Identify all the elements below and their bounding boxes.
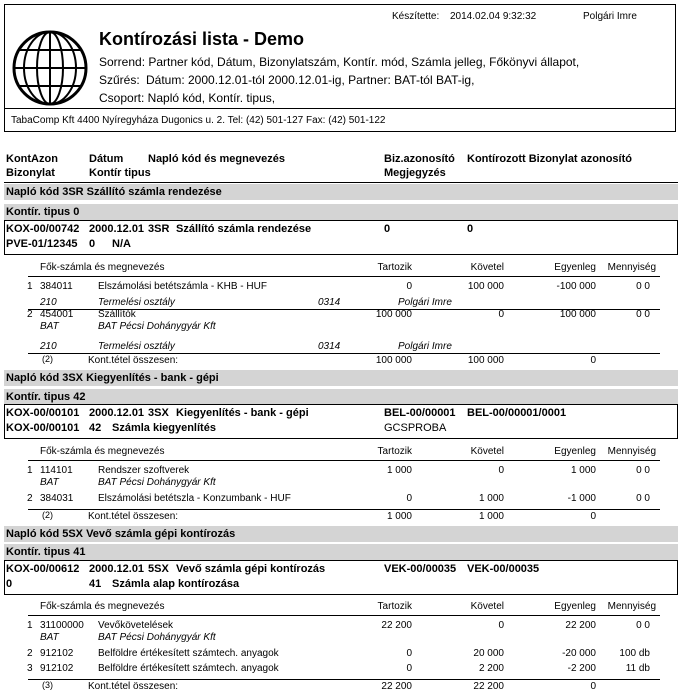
amount-tartozik: 1 000 bbox=[386, 465, 412, 476]
amount-kovetel: 0 bbox=[498, 309, 504, 320]
amount-egyenleg: 22 200 bbox=[565, 620, 596, 631]
partner-name: BAT Pécsi Dohánygyár Kft bbox=[98, 632, 216, 643]
prepared-label: Készítette: bbox=[392, 11, 440, 22]
kontir-tipus-label: Kontír. tipus 0 bbox=[6, 206, 80, 218]
partner-code: BAT bbox=[40, 632, 59, 643]
document-field: KOX-00/00612 bbox=[6, 563, 80, 575]
document-field: 0 bbox=[89, 238, 96, 250]
line-header-rule bbox=[28, 615, 660, 616]
partner-code: BAT bbox=[40, 321, 59, 332]
globe-logo-icon bbox=[11, 29, 89, 107]
account-name: Rendszer szoftverek bbox=[98, 465, 190, 476]
amount-kovetel: 0 bbox=[498, 465, 504, 476]
account-name: Elszámolási betétszámla - KHB - HUF bbox=[98, 281, 267, 292]
amount-kovetel: 0 bbox=[498, 620, 504, 631]
naplo-band-label: Napló kód 3SX Kiegyenlítés - bank - gépi bbox=[6, 372, 219, 384]
document-field: 3SR bbox=[148, 223, 170, 235]
amount-mennyiseg: 0 0 bbox=[636, 281, 650, 292]
account-number: 384031 bbox=[40, 493, 74, 504]
total-rule bbox=[28, 353, 660, 354]
account-name: Elszámolási betétszla - Konzumbank - HUF bbox=[98, 493, 291, 504]
kontir-tipus-band bbox=[4, 204, 678, 220]
total-count: (2) bbox=[42, 510, 53, 520]
partner-code: BAT bbox=[40, 477, 59, 488]
total-egyenleg: 0 bbox=[590, 355, 596, 366]
document-field: Kiegyenlítés - bank - gépi bbox=[176, 407, 309, 419]
column-header-rule bbox=[4, 182, 678, 183]
line-col-egyenleg: Egyenleg bbox=[554, 262, 596, 273]
document-field: 2000.12.01 bbox=[89, 223, 145, 235]
document-field: 0 bbox=[467, 223, 474, 235]
account-number: 912102 bbox=[40, 663, 74, 674]
document-field: N/A bbox=[112, 238, 131, 250]
total-count: (3) bbox=[42, 680, 53, 690]
cost-center-person: Polgári Imre bbox=[398, 297, 452, 308]
col-kontbiz: Kontírozott Bizonylat azonosító bbox=[467, 153, 632, 165]
line-number: 1 bbox=[27, 465, 33, 476]
total-kovetel: 1 000 bbox=[478, 511, 504, 522]
total-label: Kont.tétel összesen: bbox=[88, 681, 179, 692]
company-line: TabaComp Kft 4400 Nyíregyháza Dugonics u. 2. Tel: (42) 501-127 Fax: (42) 501-122 bbox=[11, 115, 386, 126]
amount-mennyiseg: 0 0 bbox=[636, 309, 650, 320]
cost-center-id: 0314 bbox=[318, 297, 341, 308]
document-field: VEK-00/00035 bbox=[384, 563, 457, 575]
total-label: Kont.tétel összesen: bbox=[88, 355, 179, 366]
account-name: Szállítók bbox=[98, 309, 136, 320]
prepared-at: 2014.02.04 9:32:32 bbox=[450, 11, 537, 22]
amount-egyenleg: -1 000 bbox=[567, 493, 596, 504]
group-line: Csoport: Napló kód, Kontír. tipus, bbox=[99, 91, 276, 105]
amount-tartozik: 0 bbox=[406, 281, 412, 292]
col-megjegyzes: Megjegyzés bbox=[384, 167, 446, 179]
col-kontir-tipus: Kontír tipus bbox=[89, 167, 151, 179]
document-field: 5SX bbox=[148, 563, 169, 575]
line-col-kovetel: Követel bbox=[470, 262, 504, 273]
document-field: Szállító számla rendezése bbox=[176, 223, 312, 235]
document-field: KOX-00/00101 bbox=[6, 407, 80, 419]
document-field: 0 bbox=[384, 223, 391, 235]
header-divider bbox=[4, 108, 676, 109]
kontir-tipus-band bbox=[4, 544, 678, 560]
line-number: 2 bbox=[27, 648, 33, 659]
amount-mennyiseg: 100 db bbox=[619, 648, 650, 659]
line-col-mennyiseg: Mennyiség bbox=[607, 601, 656, 612]
col-datum: Dátum bbox=[89, 153, 124, 165]
line-col-kovetel: Követel bbox=[470, 601, 504, 612]
amount-kovetel: 2 200 bbox=[478, 663, 504, 674]
line-col-tartozik: Tartozik bbox=[377, 446, 412, 457]
kontir-tipus-band bbox=[4, 389, 678, 405]
total-egyenleg: 0 bbox=[590, 511, 596, 522]
total-count: (2) bbox=[42, 354, 53, 364]
amount-egyenleg: 100 000 bbox=[559, 309, 596, 320]
document-field: Számla alap kontírozása bbox=[112, 578, 240, 590]
document-field: 0 bbox=[6, 578, 13, 590]
line-number: 1 bbox=[27, 281, 33, 292]
total-egyenleg: 0 bbox=[590, 681, 596, 692]
line-col-tartozik: Tartozik bbox=[377, 262, 412, 273]
document-field: 2000.12.01 bbox=[89, 563, 145, 575]
document-field: KOX-00/00742 bbox=[6, 223, 80, 235]
report-title: Kontírozási lista - Demo bbox=[99, 29, 305, 49]
amount-egyenleg: -20 000 bbox=[562, 648, 596, 659]
document-field: 42 bbox=[89, 422, 102, 434]
total-tartozik: 1 000 bbox=[386, 511, 412, 522]
line-col-tartozik: Tartozik bbox=[377, 601, 412, 612]
account-number: 454001 bbox=[40, 309, 74, 320]
line-header-rule bbox=[28, 276, 660, 277]
prepared-by: Polgári Imre bbox=[583, 11, 637, 22]
line-number: 1 bbox=[27, 620, 33, 631]
account-number: 912102 bbox=[40, 648, 74, 659]
col-naplo: Napló kód és megnevezés bbox=[148, 153, 285, 165]
amount-kovetel: 100 000 bbox=[467, 281, 504, 292]
amount-mennyiseg: 11 db bbox=[625, 663, 650, 674]
kontir-tipus-label: Kontír. tipus 41 bbox=[6, 546, 86, 558]
document-field: BEL-00/00001/0001 bbox=[467, 407, 567, 419]
line-col-egyenleg: Egyenleg bbox=[554, 601, 596, 612]
line-number: 3 bbox=[27, 663, 33, 674]
document-field: VEK-00/00035 bbox=[467, 563, 540, 575]
account-name: Belföldre értékesített számtech. anyagok bbox=[98, 663, 279, 674]
col-bizazon: Biz.azonosító bbox=[384, 153, 455, 165]
document-field: 3SX bbox=[148, 407, 169, 419]
account-number: 31100000 bbox=[40, 620, 84, 631]
naplo-band-label: Napló kód 5SX Vevő számla gépi kontírozás bbox=[6, 528, 236, 540]
amount-tartozik: 0 bbox=[406, 648, 412, 659]
cost-center-id: 0314 bbox=[318, 341, 341, 352]
document-field: KOX-00/00101 bbox=[6, 422, 80, 434]
naplo-band-label: Napló kód 3SR Szállító számla rendezése bbox=[6, 186, 222, 198]
kontir-tipus-label: Kontír. tipus 42 bbox=[6, 391, 86, 403]
cost-center-code: 210 bbox=[40, 297, 57, 308]
line-number: 2 bbox=[27, 493, 33, 504]
amount-tartozik: 0 bbox=[406, 663, 412, 674]
cost-center-person: Polgári Imre bbox=[398, 341, 452, 352]
document-field: Vevő számla gépi kontírozás bbox=[176, 563, 326, 575]
amount-kovetel: 20 000 bbox=[473, 648, 504, 659]
line-col-mennyiseg: Mennyiség bbox=[607, 262, 656, 273]
document-field: BEL-00/00001 bbox=[384, 407, 456, 419]
cost-center-code: 210 bbox=[40, 341, 57, 352]
total-rule bbox=[28, 679, 660, 680]
partner-name: BAT Pécsi Dohánygyár Kft bbox=[98, 477, 216, 488]
amount-egyenleg: -100 000 bbox=[556, 281, 596, 292]
account-number: 384011 bbox=[40, 281, 73, 292]
total-tartozik: 100 000 bbox=[375, 355, 412, 366]
total-tartozik: 22 200 bbox=[381, 681, 412, 692]
line-col-mennyiseg: Mennyiség bbox=[607, 446, 656, 457]
document-field: PVE-01/12345 bbox=[6, 238, 78, 250]
amount-tartozik: 22 200 bbox=[381, 620, 412, 631]
total-kovetel: 22 200 bbox=[473, 681, 504, 692]
account-name: Belföldre értékesített számtech. anyagok bbox=[98, 648, 279, 659]
amount-mennyiseg: 0 0 bbox=[636, 493, 650, 504]
col-bizonylat: Bizonylat bbox=[6, 167, 55, 179]
filter-label: Szűrés: bbox=[99, 73, 140, 87]
line-number: 2 bbox=[27, 309, 33, 320]
amount-mennyiseg: 0 0 bbox=[636, 465, 650, 476]
amount-kovetel: 1 000 bbox=[478, 493, 504, 504]
cost-center-name: Termelési osztály bbox=[98, 297, 175, 308]
account-name: Vevőkövetelések bbox=[98, 620, 174, 631]
account-number: 114101 bbox=[40, 465, 73, 476]
line-col-account: Fők-számla és megnevezés bbox=[40, 262, 165, 273]
line-col-account: Fők-számla és megnevezés bbox=[40, 446, 165, 457]
cost-center-name: Termelési osztály bbox=[98, 341, 175, 352]
amount-tartozik: 100 000 bbox=[375, 309, 412, 320]
amount-egyenleg: 1 000 bbox=[570, 465, 596, 476]
col-kontazon: KontAzon bbox=[6, 153, 58, 165]
total-label: Kont.tétel összesen: bbox=[88, 511, 179, 522]
total-kovetel: 100 000 bbox=[467, 355, 504, 366]
line-col-egyenleg: Egyenleg bbox=[554, 446, 596, 457]
line-header-rule bbox=[28, 460, 660, 461]
sort-line: Sorrend: Partner kód, Dátum, Bizonylatszám, Kontír. mód, Számla jelleg, Főkönyvi állapot, bbox=[99, 55, 580, 69]
partner-name: BAT Pécsi Dohánygyár Kft bbox=[98, 321, 216, 332]
amount-egyenleg: -2 200 bbox=[567, 663, 596, 674]
line-col-kovetel: Követel bbox=[470, 446, 504, 457]
document-field: GCSPROBA bbox=[384, 422, 447, 434]
total-rule bbox=[28, 509, 660, 510]
document-field: 41 bbox=[89, 578, 102, 590]
document-field: Számla kiegyenlítés bbox=[112, 422, 216, 434]
amount-tartozik: 0 bbox=[406, 493, 412, 504]
amount-mennyiseg: 0 0 bbox=[636, 620, 650, 631]
filter-text: Dátum: 2000.12.01-tól 2000.12.01-ig, Partner: BAT-tól BAT-ig, bbox=[146, 73, 475, 87]
document-field: 2000.12.01 bbox=[89, 407, 145, 419]
line-col-account: Fők-számla és megnevezés bbox=[40, 601, 165, 612]
